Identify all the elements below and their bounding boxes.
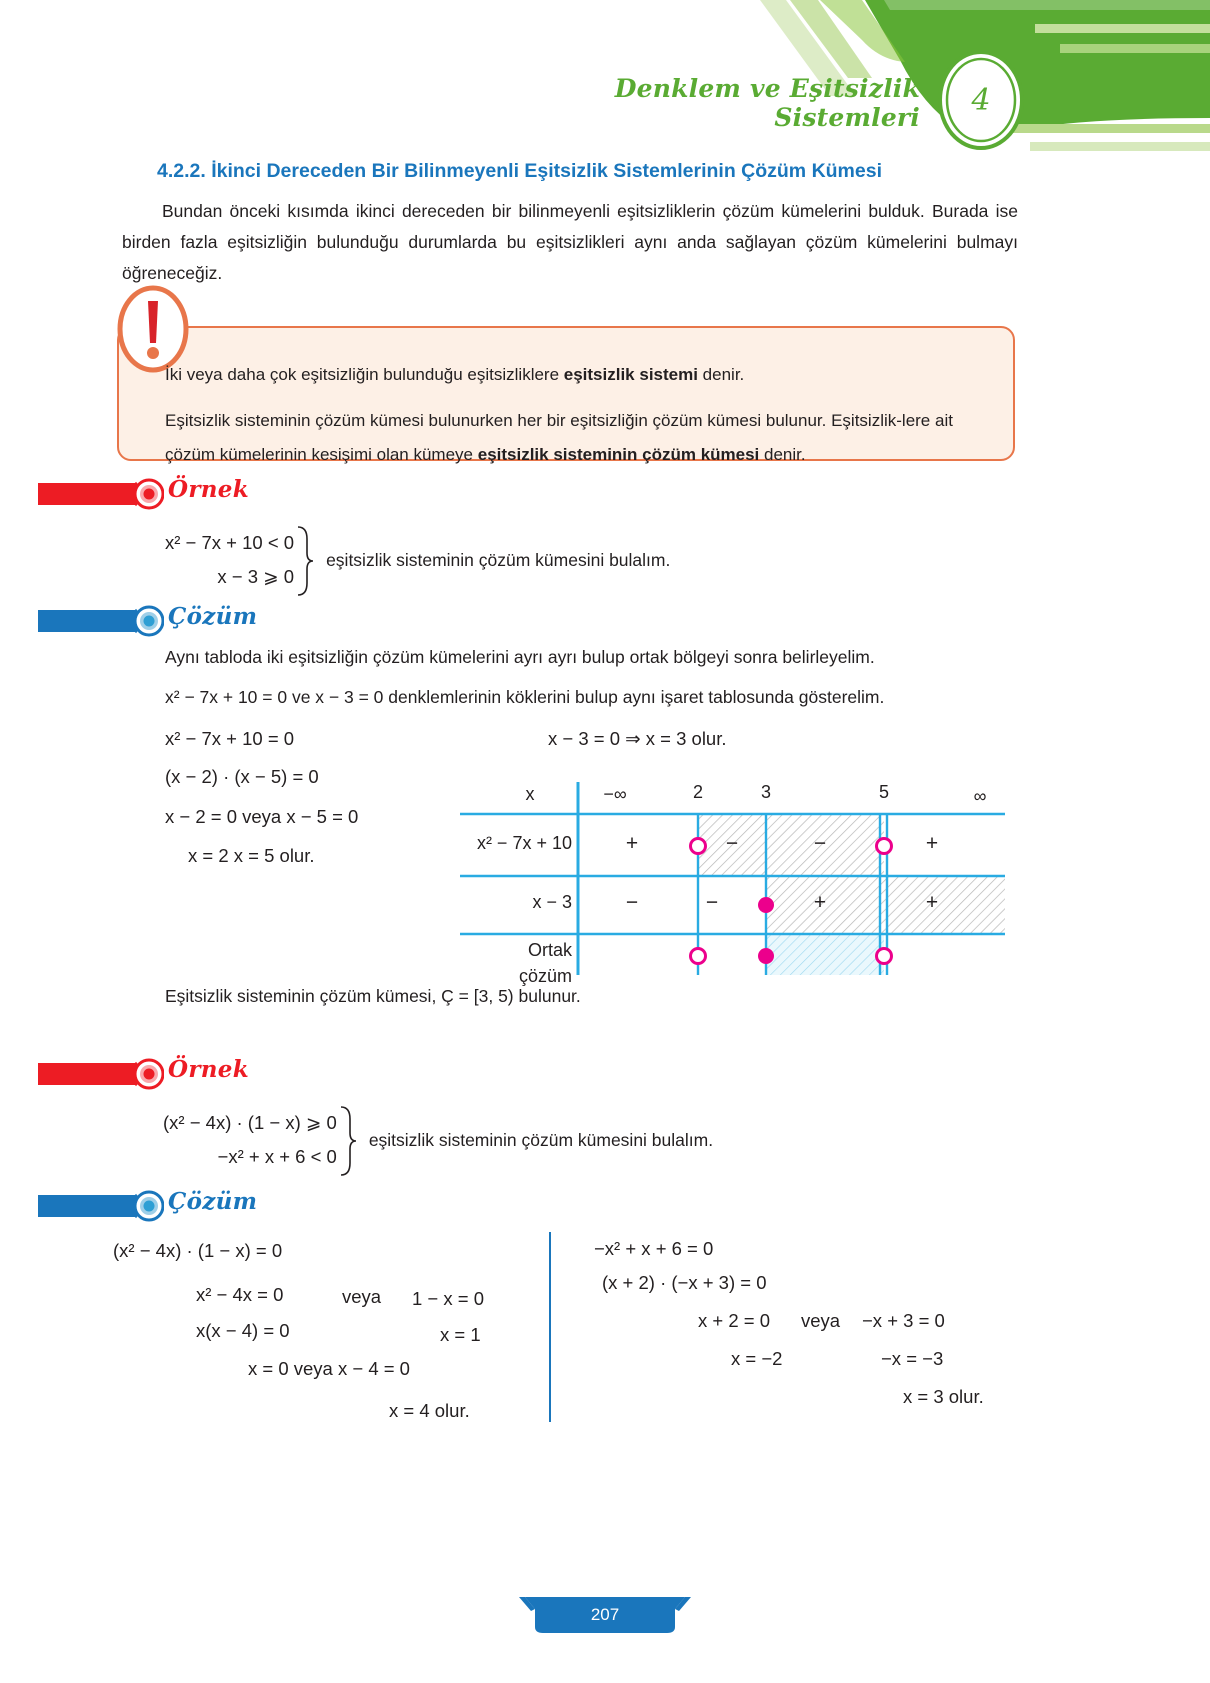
sign-table-row2-sign-2: − bbox=[705, 891, 719, 914]
section-intro bbox=[122, 196, 1018, 289]
info-box-line-1 bbox=[165, 358, 1007, 392]
cozum-bar-2 bbox=[38, 1195, 136, 1217]
ornek-bar-1 bbox=[38, 483, 136, 505]
cozum-text-2: Çözüm bbox=[168, 1188, 258, 1215]
info-box-line-2 bbox=[165, 404, 1007, 472]
info-line1-pre: İki veya daha çok eşitsizliğin bulunduğu eşitsizliklere bbox=[165, 365, 564, 384]
cozum-label-1 bbox=[38, 605, 338, 635]
example2-system-caption: eşitsizlik sisteminin çözüm kümesini bulalım. bbox=[368, 1129, 714, 1150]
example2-right-line-7: −x = −3 bbox=[881, 1348, 944, 1369]
ornek-label-2 bbox=[38, 1058, 338, 1088]
ornek-text-1: Örnek bbox=[168, 476, 249, 503]
example2-left-line-7: x = 0 veya x − 4 = 0 bbox=[248, 1358, 410, 1379]
sign-table-var: x bbox=[525, 784, 535, 804]
sign-table-root-3: 3 bbox=[760, 782, 771, 802]
sign-table bbox=[460, 780, 1005, 986]
ornek-label-1 bbox=[38, 478, 338, 508]
sign-table-row1-sign-4: + bbox=[925, 832, 939, 855]
sign-table-row2-label: x − 3 bbox=[532, 892, 572, 912]
example2-right-line-1: −x² + x + 6 = 0 bbox=[594, 1238, 714, 1259]
sign-table-row3-label-line2: çözüm bbox=[518, 966, 572, 986]
sign-table-root-2: 2 bbox=[692, 782, 703, 802]
sign-table-row1-sign-3: − bbox=[813, 832, 827, 855]
example1-eq-2: x − 3 ⩾ 0 bbox=[217, 566, 295, 587]
cozum-bar-1 bbox=[38, 610, 136, 632]
sign-table-row3-label-line1: Ortak bbox=[527, 940, 572, 960]
sign-table-row1-label: x² − 7x + 10 bbox=[476, 833, 572, 853]
cozum-label-2 bbox=[38, 1190, 338, 1220]
section-title: 4.2.2. İkinci Dereceden Bir Bilinmeyenli Eşitsizlik Sistemlerinin Çözüm Kümesi bbox=[157, 160, 883, 182]
example2-left-line-8: x = 4 olur. bbox=[389, 1400, 470, 1421]
example2-left-veya: veya bbox=[342, 1286, 382, 1307]
example1-work-line-3: x − 2 = 0 veya x − 5 = 0 bbox=[165, 806, 359, 827]
example2-left-line-5: x(x − 4) = 0 bbox=[196, 1320, 290, 1341]
info-line1-post: denir. bbox=[697, 365, 745, 384]
brace-icon-1 bbox=[296, 525, 314, 597]
info-line2-pre: Eşitsizlik sisteminin çözüm kümesi bulunurken her bir eşitsizliğin çözüm kümesi bulunur. Eşitsizlik-lere ait çözüm kümelerinin kesişimi olan kümeye bbox=[165, 411, 953, 464]
example2-left-line-1: (x² − 4x) · (1 − x) = 0 bbox=[113, 1240, 283, 1261]
example2-left-line-4: 1 − x = 0 bbox=[412, 1288, 484, 1309]
bullseye-icon-cozum-2 bbox=[130, 1190, 164, 1222]
bullseye-icon-ornek-1 bbox=[130, 478, 164, 510]
sign-table-row2-sign-1: − bbox=[625, 891, 639, 914]
example2-system bbox=[163, 1105, 713, 1175]
example2-right-line-5: −x + 3 = 0 bbox=[862, 1310, 945, 1331]
info-line1-bold: eşitsizlik sistemi bbox=[563, 365, 698, 384]
example2-eq-2: −x² + x + 6 < 0 bbox=[217, 1146, 337, 1167]
example1-system bbox=[165, 525, 670, 595]
chapter-title: Denklem ve Eşitsizlik Sistemleri bbox=[614, 74, 920, 132]
example1-eq-1: x² − 7x + 10 < 0 bbox=[165, 532, 295, 553]
example2-right-line-8: x = 3 olur. bbox=[903, 1386, 984, 1407]
example2-right-line-3: x + 2 = 0 bbox=[698, 1310, 770, 1331]
example1-conclusion: Eşitsizlik sisteminin çözüm kümesi, Ç = [3, 5) bulunur. bbox=[165, 986, 581, 1006]
example2-left-line-2: x² − 4x = 0 bbox=[196, 1284, 284, 1305]
bullseye-icon-ornek-2 bbox=[130, 1058, 164, 1090]
example1-right-work: x − 3 = 0 ⇒ x = 3 olur. bbox=[548, 728, 727, 749]
sign-table-row1-sign-1: + bbox=[625, 832, 639, 855]
info-box-text bbox=[165, 358, 1007, 472]
example1-solution-line2: x² − 7x + 10 = 0 ve x − 3 = 0 denklemlerinin köklerini bulup aynı işaret tablosunda gösterelim. bbox=[165, 687, 885, 707]
example2-right-veya: veya bbox=[801, 1310, 841, 1331]
sign-table-row1-sign-2: − bbox=[725, 832, 739, 855]
example1-system-caption: eşitsizlik sisteminin çözüm kümesini bulalım. bbox=[326, 549, 671, 570]
example1-solution-intro: Aynı tabloda iki eşitsizliğin çözüm kümelerini ayrı ayrı bulup ortak bölgeyi sonra belirleyelim. bbox=[165, 647, 875, 667]
sign-table-row2-sign-4: + bbox=[925, 891, 939, 914]
example1-work-line-1: x² − 7x + 10 = 0 bbox=[165, 728, 295, 749]
example2-right-line-2: (x + 2) · (−x + 3) = 0 bbox=[602, 1272, 767, 1293]
info-line2-bold: eşitsizlik sisteminin çözüm kümesi bbox=[477, 445, 760, 464]
sign-table-root-5: 5 bbox=[878, 782, 889, 802]
sign-table-row2-sign-3: + bbox=[813, 891, 827, 914]
section-intro-text: Bundan önceki kısımda ikinci dereceden bir bilinmeyenli eşitsizliklerin çözüm kümelerini bulduk. Burada ise birden fazla eşitsizliğin bulunduğu durumlarda bu eşitsizlikleri aynı anda sağlayan çözüm kümelerini bulmayı öğreneceğiz. bbox=[122, 201, 1018, 283]
example1-work-line-4: x = 2 x = 5 olur. bbox=[188, 845, 315, 866]
chapter-number: 4 bbox=[971, 82, 991, 118]
page-number: 207 bbox=[590, 1605, 620, 1624]
info-line2-post: denir. bbox=[759, 445, 806, 464]
sign-table-neg-inf: −∞ bbox=[603, 784, 627, 804]
ornek-bar-2 bbox=[38, 1063, 136, 1085]
example1-work-line-2: (x − 2) · (x − 5) = 0 bbox=[165, 766, 319, 787]
ornek-text-2: Örnek bbox=[168, 1056, 249, 1083]
sign-table-pos-inf: ∞ bbox=[973, 786, 987, 806]
bullseye-icon-cozum-1 bbox=[130, 605, 164, 637]
solution-column-divider bbox=[549, 1232, 551, 1422]
example2-eq-1: (x² − 4x) · (1 − x) ⩾ 0 bbox=[163, 1112, 337, 1133]
brace-icon-2 bbox=[339, 1105, 357, 1177]
example2-right-line-6: x = −2 bbox=[731, 1348, 783, 1369]
example2-left-line-6: x = 1 bbox=[440, 1324, 481, 1345]
cozum-text-1: Çözüm bbox=[168, 603, 258, 630]
